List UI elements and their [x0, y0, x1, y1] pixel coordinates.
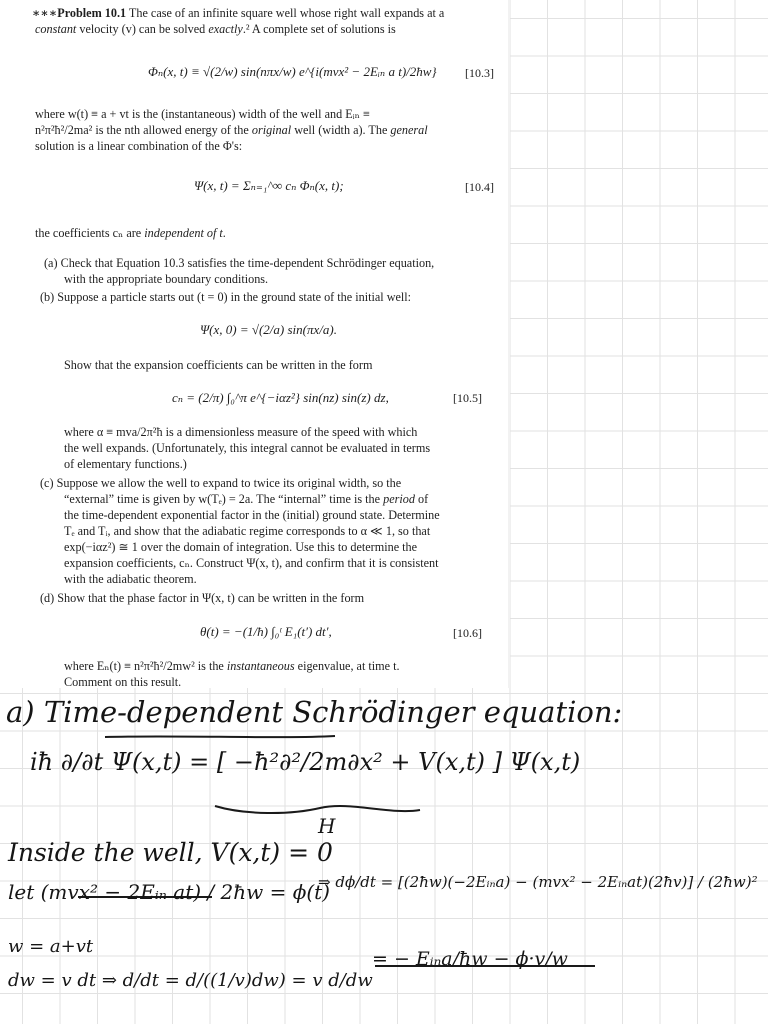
part-c-line-4: Tₑ and Tᵢ, and show that the adiabatic regime corresponds to α ≪ 1, so that [64, 524, 431, 538]
part-d-line-2: where Eₙ(t) ≡ n²π²ħ²/2mw² is the instantaneous eigenvalue, at time t. [64, 659, 400, 673]
part-b-line-2: Show that the expansion coefficients can be written in the form [64, 358, 373, 372]
part-c-line-5: exp(−iαz²) ≅ 1 over the domain of integration. Use this to determine the [64, 540, 418, 554]
part-c-line-7: with the adiabatic theorem. [64, 572, 197, 586]
heading-underline [105, 736, 335, 737]
equation-10-3: Φₙ(x, t) ≡ √(2/w) sin(nπx/w) e^{i(mvx² − 2Eᵢₙ a t)/2ħw} [148, 64, 437, 79]
part-a-line-1: (a) Check that Equation 10.3 satisfies the time-dependent Schrödinger equation, [44, 256, 435, 270]
problem-line-2: constant velocity (v) can be solved exactly.² A complete set of solutions is [35, 22, 396, 36]
part-c-line-6: expansion coefficients, cₙ. Construct Ψ(x, t), and confirm that it is consistent [64, 556, 439, 570]
part-c-line-3: the time-dependent exponential factor in the (initial) ground state. Determine [64, 508, 440, 522]
problem-heading: ∗∗∗Problem 10.1 [32, 6, 127, 20]
hamiltonian-underbrace [215, 806, 420, 813]
handwritten-heading: a) Time-dependent Schrödinger equation: [6, 695, 623, 729]
handwritten-hamiltonian-label: H [318, 814, 336, 838]
part-c-line-2: “external” time is given by w(Tₑ) = 2a. The “internal” time is the period of [64, 492, 429, 506]
where-line-1: where w(t) ≡ a + vt is the (instantaneous) width of the well and Eᵢₙ ≡ [35, 107, 370, 121]
handwritten-inside-well: Inside the well, V(x,t) = 0 [8, 838, 333, 867]
equation-number-10-3: [10.3] [465, 66, 494, 80]
part-b-line-1: (b) Suppose a particle starts out (t = 0) in the ground state of the initial well: [40, 290, 412, 304]
equation-10-4: Ψ(x, t) = Σₙ₌₁^∞ cₙ Φₙ(x, t); [194, 178, 344, 193]
equation-10-5: cₙ = (2/π) ∫₀^π e^{−iαz²} sin(nz) sin(z) dz, [172, 390, 389, 405]
where-line-3: solution is a linear combination of the Φ's: [35, 139, 243, 153]
handwritten-result: = − Eᵢₙa/ħw − ϕ·v/w [372, 948, 568, 970]
handwritten-let-phi: let (mvx² − 2Eᵢₙ at) / 2ħw = ϕ(t) [8, 880, 330, 904]
problem-line-1: ∗∗∗Problem 10.1 The case of an infinite square well whose right wall expands at a [32, 6, 445, 20]
equation-number-10-5: [10.5] [453, 391, 482, 405]
handwritten-dw-definition: dw = v dt ⇒ d/dt = d/((1/v)dw) = v d/dw [8, 970, 373, 991]
handwritten-w-definition: w = a+vt [8, 936, 94, 957]
handwritten-phi-derivative: ⇒ dϕ/dt = [(2ħw)(−2Eᵢₙa) − (mvx² − 2Eᵢₙat)(2ħv)] / (2ħw)² [318, 873, 758, 891]
equation-b-initial-state: Ψ(x, 0) = √(2/a) sin(πx/a). [200, 322, 337, 337]
where-line-2: n²π²ħ²/2ma² is the nth allowed energy of the original well (width a). The general [35, 123, 428, 137]
handwritten-tdse: iħ ∂/∂t Ψ(x,t) = [ −ħ²∂²/2m∂x² + V(x,t) ] Ψ(x,t) [30, 748, 581, 776]
equation-number-10-4: [10.4] [465, 180, 494, 194]
part-d-line-3: Comment on this result. [64, 675, 182, 689]
equation-10-6: θ(t) = −(1/ħ) ∫₀ᵗ E₁(t′) dt′, [200, 624, 332, 639]
part-b-line-4: the well expands. (Unfortunately, this integral cannot be evaluated in terms [64, 441, 431, 455]
part-c-line-1: (c) Suppose we allow the well to expand to twice its original width, so the [40, 476, 402, 490]
part-b-line-5: of elementary functions.) [64, 457, 187, 471]
part-a-line-2: with the appropriate boundary conditions. [64, 272, 269, 286]
part-d-line-1: (d) Show that the phase factor in Ψ(x, t) can be written in the form [40, 591, 365, 605]
part-b-line-3: where α ≡ mva/2π²ħ is a dimensionless measure of the speed with which [64, 425, 418, 439]
coefficients-line: the coefficients cₙ are independent of t. [35, 226, 226, 240]
equation-number-10-6: [10.6] [453, 626, 482, 640]
